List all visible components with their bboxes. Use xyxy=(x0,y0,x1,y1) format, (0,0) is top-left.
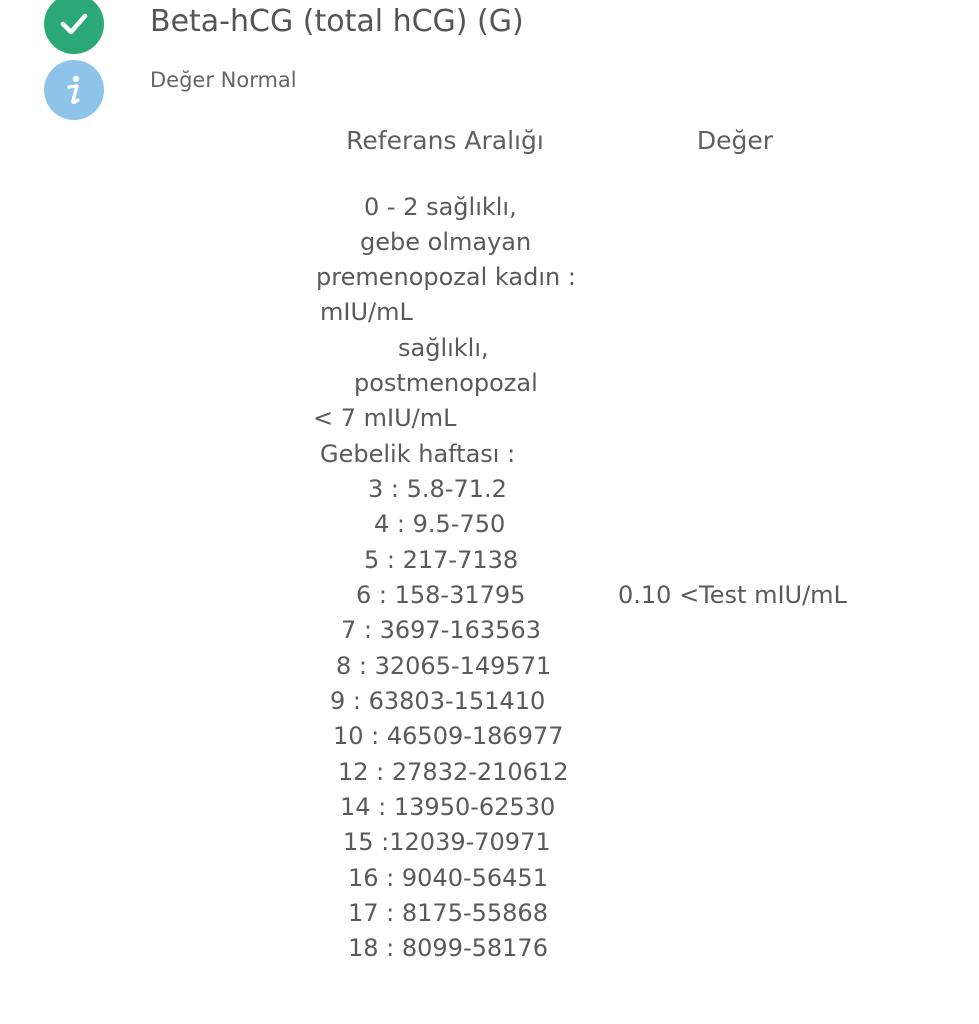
reference-line: mIU/mL xyxy=(320,298,413,326)
test-value: 0.10 <Test mIU/mL xyxy=(618,581,847,609)
reference-line: 18 : 8099-58176 xyxy=(348,934,548,962)
reference-line: 8 : 32065-149571 xyxy=(336,652,552,680)
value-header: Değer xyxy=(696,126,774,155)
reference-line: 9 : 63803-151410 xyxy=(330,687,546,715)
reference-line: 3 : 5.8-71.2 xyxy=(368,475,507,503)
reference-line: 14 : 13950-62530 xyxy=(340,793,556,821)
reference-range-header: Referans Aralığı xyxy=(346,126,544,155)
reference-line: 10 : 46509-186977 xyxy=(333,722,564,750)
reference-line: 16 : 9040-56451 xyxy=(348,864,548,892)
status-text: Değer Normal xyxy=(150,68,297,92)
reference-line: < 7 mIU/mL xyxy=(313,404,457,432)
reference-line: premenopozal kadın : xyxy=(316,263,576,291)
reference-line: 6 : 158-31795 xyxy=(356,581,526,609)
reference-line: 4 : 9.5-750 xyxy=(374,510,506,538)
info-icon[interactable] xyxy=(44,60,104,120)
reference-line: 0 - 2 sağlıklı, xyxy=(364,193,517,221)
reference-line: gebe olmayan xyxy=(360,228,532,256)
reference-line: 5 : 217-7138 xyxy=(364,546,519,574)
reference-line: Gebelik haftası : xyxy=(320,440,516,468)
test-title: Beta-hCG (total hCG) (G) xyxy=(150,4,524,39)
check-icon xyxy=(44,0,104,54)
reference-line: 15 :12039-70971 xyxy=(343,828,551,856)
reference-line: 12 : 27832-210612 xyxy=(338,758,569,786)
reference-line: sağlıklı, xyxy=(398,334,489,362)
reference-line: 17 : 8175-55868 xyxy=(348,899,548,927)
reference-line: postmenopozal xyxy=(354,369,538,397)
reference-line: 7 : 3697-163563 xyxy=(341,616,541,644)
